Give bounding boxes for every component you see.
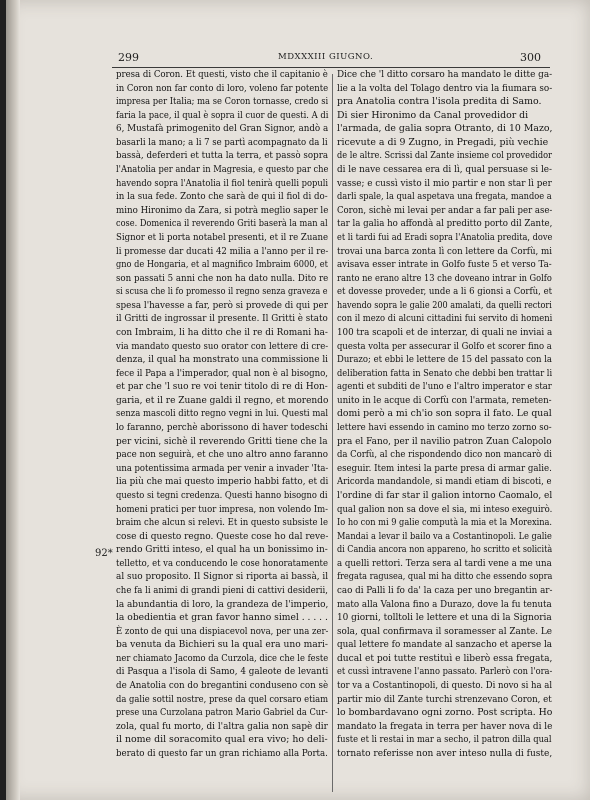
text-line: de le altre. Scrissi dal Zante insieme col provedidor xyxy=(337,150,552,162)
text-line: garia, et il re Zuane galdi il regno, et morendo xyxy=(116,394,329,406)
text-line: son passati 5 anni che non ha dato nulla. Dito re xyxy=(116,272,329,284)
text-line: ducal et poi tutte restituì e liberò essa fregata, xyxy=(337,652,553,664)
text-line: darli spale, la qual aspetava una fregata, mandoe a xyxy=(337,191,552,203)
text-line: di Candia ancora non appareno, ho scritto et solicità xyxy=(337,544,553,556)
text-line: a quelli rettori. Terza sera al tardi vene a me una xyxy=(337,557,552,569)
text-line: Durazo; et ebbi le lettere de 15 del passato con la xyxy=(337,354,552,366)
column-divider xyxy=(332,74,333,792)
text-line: mandato la fregata in terra per haver nova di le xyxy=(337,720,553,732)
text-line: agenti et subditi de l'uno e l'altro imperator e star xyxy=(337,381,552,393)
text-line: lo bombardavano ogni zorno. Post scripta. Ho xyxy=(337,707,553,719)
text-line: cose. Domenica il reverendo Griti baserà la man al xyxy=(116,218,328,230)
text-line: 10 giorni, tolltoli le lettere et una di la Signoria xyxy=(337,612,552,624)
page-number-right: 300 xyxy=(520,51,541,64)
text-line: tornato referisse non aver inteso nulla di fuste, xyxy=(337,747,553,759)
text-line: li promesse dar ducati 42 milia a l'anno per il re- xyxy=(116,245,329,257)
text-line: qual lettere fo mandate al sanzacho et aperse la xyxy=(337,639,553,651)
text-line: una potentissima armada per venir a invader 'Ita- xyxy=(116,462,329,474)
text-line: pra el Fano, per il navilio patron Zuan Calopolo xyxy=(337,435,552,447)
page-header xyxy=(0,51,590,65)
text-line: tar la galia ho affondà al preditto porto dil Zante, xyxy=(337,218,553,230)
text-line: di le nave cessarea era di lì, qual persuase si le- xyxy=(337,164,553,176)
text-line: È zonto de qui una dispiacevol nova, per una zer- xyxy=(116,625,329,637)
text-line: domi però a mi ch'io son sopra il fato. Le qual xyxy=(337,408,552,420)
text-line: rendo Gritti inteso, el qual ha un bonissimo in- xyxy=(116,544,328,556)
right-text-column xyxy=(337,68,552,760)
text-line: la obedientia et gran favor hanno simel . . . . . xyxy=(116,612,328,624)
text-line: in Coron non far conto di loro, voleno far potente xyxy=(116,82,329,94)
text-line: l'armada, de galia sopra Otranto, di 10 Mazo, xyxy=(337,123,553,135)
text-line: Dice che 'l ditto corsaro ha mandato le ditte ga- xyxy=(337,69,553,80)
text-line: Coron, sichè mi levai per andar a far pali per ase- xyxy=(337,204,553,216)
text-line: il nome dil soracomito qual era vivo; ho deli- xyxy=(116,734,328,746)
text-line: 6, Mustafà primogenito del Gran Signor, andò a xyxy=(116,123,329,135)
text-line: presa di Coron. Et questi, visto che il capitanio è xyxy=(116,69,328,80)
text-line: lia più che mai questo imperio habbi fatto, et di xyxy=(116,476,329,488)
text-line: vasse; e cussì visto il mio partir e non star lì per xyxy=(337,177,552,189)
text-line: l'ordine di far star il galion intorno Caomalo, el xyxy=(337,489,553,501)
text-line: con Imbraim, li ha ditto che il re di Romani ha- xyxy=(116,326,328,338)
text-line: deliberation fatta in Senato che debbi ben trattar li xyxy=(337,367,553,379)
text-line: denza, il qual ha monstrato una commissione li xyxy=(116,354,329,366)
text-line: et par che 'l suo re voi tenir titolo di re di Hon- xyxy=(116,381,328,393)
text-line: lettere havi essendo in camino mo terzo zorno so- xyxy=(337,422,552,434)
text-line: havendo sopra le galie 200 amalati, da quelli rectori xyxy=(337,299,552,311)
text-line: cao di Palli li fo da' la caza per uno bregantin ar- xyxy=(337,584,553,596)
text-line: prese una Curzolana patron Mario Gabriel da Cur- xyxy=(116,707,328,719)
text-line: cose di questo regno. Queste cose ho dal reve- xyxy=(116,530,329,542)
text-line: questo si tegni credenza. Questi hanno bisogno di xyxy=(116,489,328,501)
text-line: ranto ne erano altre 13 che doveano intrar in Golfo xyxy=(337,272,552,284)
text-line: bassà, deferderi et tutta la terra, et passò sopra xyxy=(116,150,329,162)
text-line: via mandato questo suo orator con lettere di cre- xyxy=(116,340,329,352)
text-line: spesa l'havesse a far, però si provede di qui per xyxy=(116,299,328,311)
page-number-left: 299 xyxy=(118,51,139,64)
text-line: ner chiamato Jacomo da Curzola, dice che le feste xyxy=(116,652,329,664)
text-line: berato di questo far un gran richiamo alla Porta. xyxy=(116,747,328,759)
text-line: qual galion non sa dove el sia, mi inteso exeguirò. xyxy=(337,503,553,515)
text-line: faria la pace, il qual è sopra il cuor de questi. A di xyxy=(116,109,329,121)
text-line: havendo sopra l'Anatolia il fiol tenirà quelli populi xyxy=(116,177,329,189)
text-line: Mandai a levar il bailo va a Costantinopoli. Le galie xyxy=(337,530,552,542)
text-line: senza mascoli ditto regno vegni in lui. Questi mal xyxy=(116,408,329,420)
text-line: fuste et li restai in mar a secho, il patron dilla qual xyxy=(337,734,552,746)
text-line: et li tardi fui ad Eradi sopra l'Anatolia predita, dove xyxy=(337,231,553,243)
text-line: l'Anatolia per andar in Magresia, e questo par che xyxy=(116,164,329,176)
margin-note: 92* xyxy=(95,548,113,559)
text-line: impresa per Italia; ma se Coron tornasse, credo si xyxy=(116,96,329,108)
text-line: da Corfù, al che rispondendo dico non mancarò di xyxy=(337,449,552,461)
text-line: questa volta per assecurar il Golfo et scorer fino a xyxy=(337,340,552,352)
text-line: basarli la mano; a li 7 se partì acompagnato da li xyxy=(116,136,328,148)
text-line: trovai una barca zonta lì con lettere da Corfù, mi xyxy=(337,245,553,257)
text-line: con il mezo di alcuni cittadini fui servito di homeni xyxy=(337,313,553,325)
text-line: de Anatolia con do bregantini conduseno con sè xyxy=(116,680,329,692)
text-line: eseguir. Item intesi la parte presa di armar galie. xyxy=(337,462,552,474)
text-line: et cussì intravene l'anno passato. Parlerò con l'ora- xyxy=(337,666,553,678)
text-line: di Pasqua a l'isola di Samo, 4 galeote de levanti xyxy=(116,666,329,678)
text-line: partir mio dil Zante turchi strenzevano Coron, et xyxy=(337,693,552,705)
text-line: telletto, et va conducendo le cose honoratamente xyxy=(116,557,328,569)
running-title: MDXXXIII GIUGNO. xyxy=(278,52,374,62)
text-line: fece il Papa a l'imperador, qual non è al bisogno, xyxy=(116,367,329,379)
text-line: al suo proposito. Il Signor si riporta ai bassà, il xyxy=(116,571,329,583)
book-spine xyxy=(6,0,20,800)
text-line: in la sua fede. Zonto che sarà de qui il fiol di do- xyxy=(116,191,328,203)
text-line: ba venuta da Bichieri su la qual era uno mari- xyxy=(116,639,329,651)
text-line: zola, qual fu morto, di l'altra galia non sapè dir xyxy=(116,720,328,732)
text-line: unito in le acque di Corfù con l'armata, remeten- xyxy=(337,394,552,406)
text-line: homeni pratici per tuor impresa, non volendo Im- xyxy=(116,503,329,515)
text-line: Di sier Hironimo da Canal provedidor di xyxy=(337,109,529,121)
text-line: mino Hironimo da Zara, si potrà meglio saper le xyxy=(116,204,329,216)
text-line: mato alla Valona fino a Durazo, dove la fu tenuta xyxy=(337,598,552,610)
text-line: fregata ragusea, qual mi ha ditto che essendo sopra xyxy=(337,571,553,583)
text-line: lie a la volta del Tolago dentro via la fiumara so- xyxy=(337,82,553,94)
text-line: lo faranno, perchè aborissono di haver todeschi xyxy=(116,422,328,434)
text-line: sola, qual confirmava il soramesser al Zante. Le xyxy=(337,625,552,637)
left-text-column xyxy=(116,68,328,760)
text-line: per vicini, sichè il reverendo Gritti tiene che la xyxy=(116,435,328,447)
text-line: pra Anatolia contra l'isola predita di Samo. xyxy=(337,96,542,108)
text-line: avisava esser intrate in Golfo fuste 5 et verso Ta- xyxy=(337,259,552,271)
text-line: 100 tra scapoli et de interzar, di quali ne inviai a xyxy=(337,326,553,338)
text-line: braim che alcun si relevi. Et in questo subsiste le xyxy=(116,517,328,529)
text-line: ricevute a di 9 Zugno, in Pregadi, più vechie xyxy=(337,136,549,148)
text-line: et dovesse proveder, unde a li 6 gionsi a Corfù, et xyxy=(337,286,553,298)
text-line: Signor et li porta notabel presenti, et il re Zuane xyxy=(116,231,329,243)
text-line: Io ho con mi 9 galie computà la mia et la Morexina. xyxy=(337,517,553,529)
text-line: pace non seguirà, et che uno altro anno faranno xyxy=(116,449,328,461)
text-line: che fa li animi di grandi pieni di cattivi desiderii, xyxy=(116,584,328,596)
text-line: tor va a Costantinopoli, di questo. Di novo si ha al xyxy=(337,680,553,692)
text-line: la abundantia di loro, la grandeza de l'imperio, xyxy=(116,598,329,610)
text-line: da galie sottil nostre, prese da quel corsaro etiam xyxy=(116,693,329,705)
text-line: si scusa che li fo promesso il regno senza graveza e xyxy=(116,286,328,298)
text-line: gno de Hongaria, et al magnifico Imbraim 6000, et xyxy=(116,259,328,271)
text-line: Aricorda mandandole, si mandi etiam di biscoti, e xyxy=(337,476,552,488)
text-line: il Gritti de ingrossar il presente. Il Gritti è stato xyxy=(116,313,328,325)
